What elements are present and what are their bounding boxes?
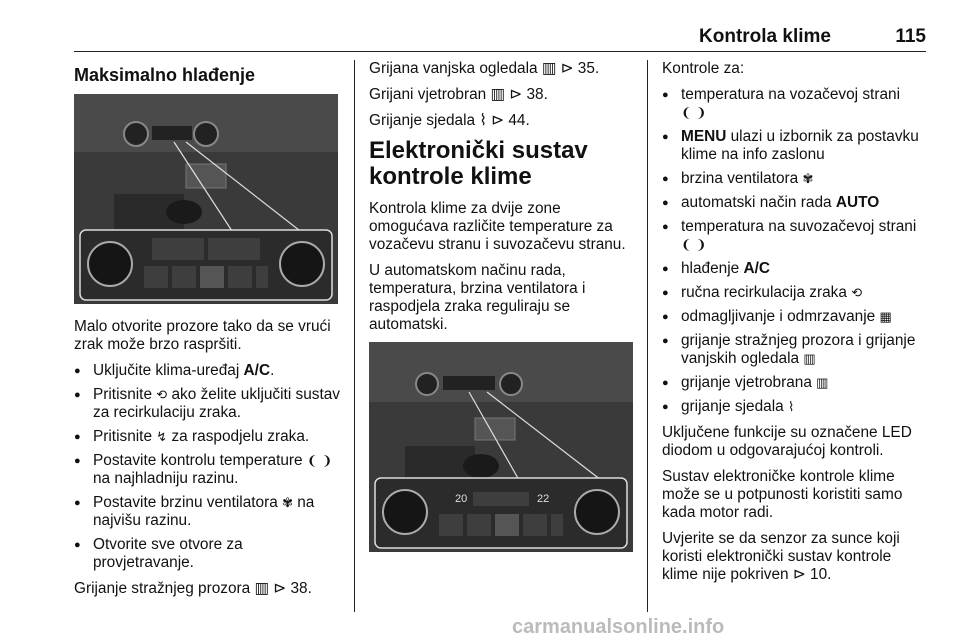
list-item: ● brzina ventilatora ✾ <box>662 170 926 188</box>
column-3 <box>662 60 926 592</box>
list-item: ● grijanje stražnjeg prozora i grijanje vanjskih ogledala ▥ <box>662 332 926 368</box>
list-item: ● temperatura na suvozačevoj strani ❨ ❩ <box>662 218 926 254</box>
column-divider-2 <box>647 60 648 612</box>
ac-label: A/C <box>243 362 271 379</box>
page-header <box>74 26 926 50</box>
list-item: ● grijanje vjetrobrana ▥ <box>662 374 926 392</box>
list-item: ● Otvorite sve otvore za provjetravanje. <box>74 536 340 572</box>
section-heading-max-cooling: Maksimalno hlađenje <box>74 65 256 85</box>
fan-icon: ✾ <box>282 495 293 510</box>
temperature-control-icon: ❨ ❩ <box>306 453 333 468</box>
auto-label: AUTO <box>835 194 880 211</box>
list-item: ● Postavite kontrolu temperature ❨ ❩ na najhladniju razinu. <box>74 452 340 488</box>
auto-mode-paragraph: U automatskom načinu rada, temperatura, brzina ventilatora i raspodjela zraka reguliraju se automatski. <box>369 262 586 333</box>
watermark: carmanualsonline.info <box>512 616 725 638</box>
list-item: ● Pritisnite ⟲ ako želite uključiti sustav za recirkulaciju zraka. <box>74 386 340 422</box>
section-heading-electronic-climate: Elektronički sustav kontrole klime <box>369 137 588 190</box>
list-item: ● Postavite brzinu ventilatora ✾ na najvišu razinu. <box>74 494 340 530</box>
controls-intro: Kontrole za: <box>662 60 745 77</box>
list-item: ● temperatura na vozačevoj strani ❨ ❩ <box>662 86 926 122</box>
intro-paragraph: Malo otvorite prozore tako da se vrući zrak može brzo raspršiti. <box>74 318 331 353</box>
rear-window-heating-icon: ▥ <box>803 351 816 366</box>
ac-label: A/C <box>743 260 770 277</box>
defrost-icon: ▦ <box>879 309 892 324</box>
recirculation-icon: ⟲ <box>156 387 168 402</box>
list-item: ● grijanje sjedala ⌇ <box>662 398 926 416</box>
recirculation-icon: ⟲ <box>851 285 863 300</box>
list-item: ● hlađenje A/C <box>662 260 926 278</box>
list-item: ● MENU ulazi u izbornik za postavku klime na info zaslonu <box>662 128 926 164</box>
heated-windscreen-ref: Grijani vjetrobran ▥ ⊳ 38. <box>369 86 548 103</box>
list-item: ● ručna recirkulacija zraka ⟲ <box>662 284 926 302</box>
heated-mirrors-ref: Grijana vanjska ogledala ▥ ⊳ 35. <box>369 60 600 77</box>
list-item: ● odmagljivanje i odmrzavanje ▦ <box>662 308 926 326</box>
seat-heating-icon: ⌇ <box>787 399 795 414</box>
chapter-title: Kontrola klime <box>699 26 831 47</box>
led-paragraph: Uključene funkcije su označene LED diodom u odgovarajućoj kontroli. <box>662 424 912 459</box>
fan-icon: ✾ <box>802 171 814 186</box>
climate-panel-photo-2 <box>369 342 633 552</box>
display-temp-right: 22 <box>537 493 550 505</box>
list-item: ● Pritisnite ↯ za raspodjelu zraka. <box>74 428 340 446</box>
heated-seats-ref: Grijanje sjedala ⌇ ⊳ 44. <box>369 112 530 129</box>
column-2 <box>369 60 633 566</box>
list-item: ● automatski način rada AUTO <box>662 194 926 212</box>
temperature-control-icon: ❨ ❩ <box>681 105 707 120</box>
controls-list <box>662 86 926 416</box>
menu-label: MENU <box>681 128 727 145</box>
list-item: ● Uključite klima-uređaj A/C. <box>74 362 340 380</box>
rear-window-heating-ref: Grijanje stražnjeg prozora ▥ ⊳ 38. <box>74 580 312 597</box>
column-1 <box>74 60 340 606</box>
column-divider-1 <box>354 60 355 612</box>
display-temp-left: 20 <box>455 493 468 505</box>
sun-sensor-paragraph: Uvjerite se da senzor za sunce koji koristi elektronički sustav kontrole klime nije pokriven ⊳ 10. <box>662 530 900 583</box>
climate-panel-photo-1 <box>74 94 338 304</box>
air-distribution-icon: ↯ <box>156 429 168 444</box>
header-rule <box>74 51 926 52</box>
page-number: 115 <box>895 26 926 47</box>
windscreen-heating-icon: ▥ <box>816 375 829 390</box>
max-cooling-steps <box>74 362 340 572</box>
temperature-control-icon: ❨ ❩ <box>681 237 707 252</box>
engine-running-paragraph: Sustav elektroničke kontrole klime može se u potpunosti koristiti samo kada motor radi. <box>662 468 903 521</box>
dual-zone-paragraph: Kontrola klime za dvije zone omogućava različite temperature za vozačevu stranu i suvozačevu stranu. <box>369 200 626 253</box>
